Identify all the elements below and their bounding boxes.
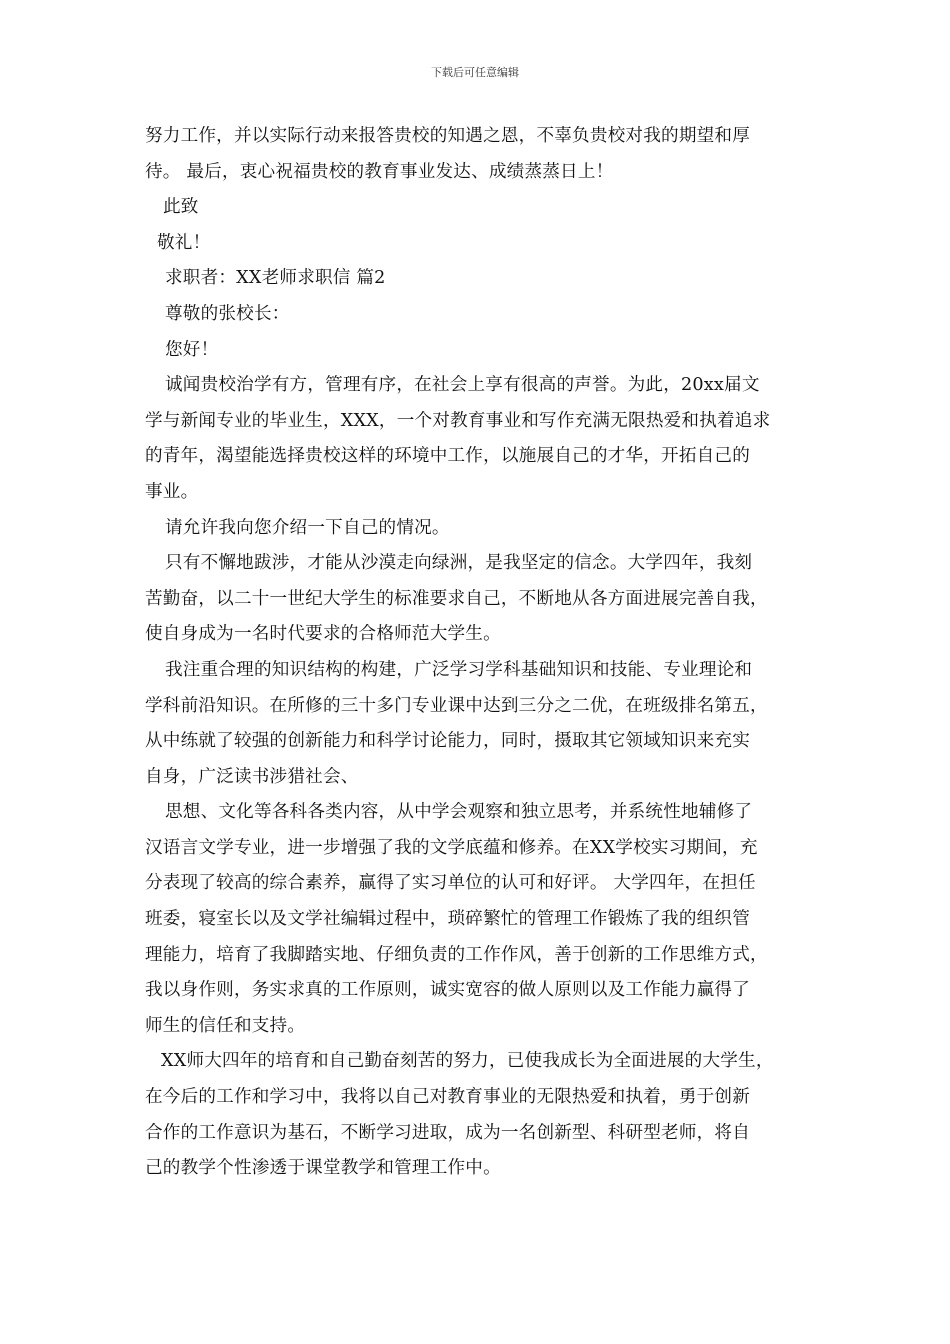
body-line: 诚闻贵校治学有方，管理有序，在社会上享有很高的声誉。为此，20xx届文	[165, 375, 760, 396]
body-line: 在今后的工作和学习中，我将以自己对教育事业的无限热爱和执着，勇于创新	[145, 1087, 750, 1108]
body-line: 班委，寝室长以及文学社编辑过程中，琐碎繁忙的管理工作锻炼了我的组织管	[145, 909, 750, 930]
letter-addressee: 尊敬的张校长：	[165, 303, 290, 324]
body-line: 学科前沿知识。在所修的三十多门专业课中达到三分之二优，在班级排名第五，	[145, 695, 768, 716]
body-line: 只有不懈地跋涉，才能从沙漠走向绿洲，是我坚定的信念。大学四年，我刻	[165, 553, 753, 574]
body-line: 我以身作则，务实求真的工作原则，诚实宽容的做人原则以及工作能力赢得了	[145, 980, 750, 1001]
body-line: 分表现了较高的综合素养，赢得了实习单位的认可和好评。 大学四年，在担任	[145, 873, 756, 894]
body-line: 我注重合理的知识结构的构建，广泛学习学科基础知识和技能、专业理论和	[165, 659, 753, 680]
body-line: 学与新闻专业的毕业生，XXX，一个对教育事业和写作充满无限热爱和执着追求	[145, 410, 771, 431]
body-line: XX师大四年的培育和自己勤奋刻苦的努力，已使我成长为全面进展的大学生，	[161, 1051, 774, 1072]
body-line: 事业。	[145, 481, 199, 502]
body-line: 自身，广泛读书涉猎社会、	[145, 766, 359, 787]
body-line: 使自身成为一名时代要求的合格师范大学生。	[145, 624, 501, 645]
document-body	[145, 119, 821, 1187]
body-line: 请允许我向您介绍一下自己的情况。	[165, 517, 450, 538]
letter-greeting: 您好！	[165, 339, 219, 360]
body-line: 努力工作，并以实际行动来报答贵校的知遇之恩，不辜负贵校对我的期望和厚	[145, 126, 750, 146]
body-line: 思想、文化等各科各类内容，从中学会观察和独立思考，并系统性地辅修了	[165, 802, 753, 823]
body-line: 苦勤奋，以二十一世纪大学生的标准要求自己，不断地从各方面进展完善自我，	[145, 588, 768, 609]
body-line: 汉语言文学专业，进一步增强了我的文学底蕴和修养。在XX学校实习期间，充	[145, 837, 758, 858]
body-line: 师生的信任和支持。	[145, 1015, 306, 1036]
body-line: 合作的工作意识为基石，不断学习进取，成为一名创新型、科研型老师，将自	[145, 1122, 750, 1143]
body-line: 从中练就了较强的创新能力和科学讨论能力，同时，摄取其它领域知识来充实	[145, 731, 750, 752]
signature-title-line: 求职者：XX老师求职信 篇2	[165, 268, 386, 289]
body-line: 理能力，培育了我脚踏实地、仔细负责的工作作风，善于创新的工作思维方式，	[145, 944, 768, 965]
body-line: 待。 最后，衷心祝福贵校的教育事业发达、成绩蒸蒸日上！	[145, 161, 614, 182]
page-header: 下载后可任意编辑	[431, 66, 519, 79]
body-line: 的青年，渴望能选择贵校这样的环境中工作，以施展自己的才华，开拓自己的	[145, 446, 750, 467]
closing-salutation: 此致	[163, 197, 199, 218]
body-line: 己的教学个性渗透于课堂教学和管理工作中。	[145, 1158, 501, 1179]
closing-regards: 敬礼！	[157, 232, 211, 253]
